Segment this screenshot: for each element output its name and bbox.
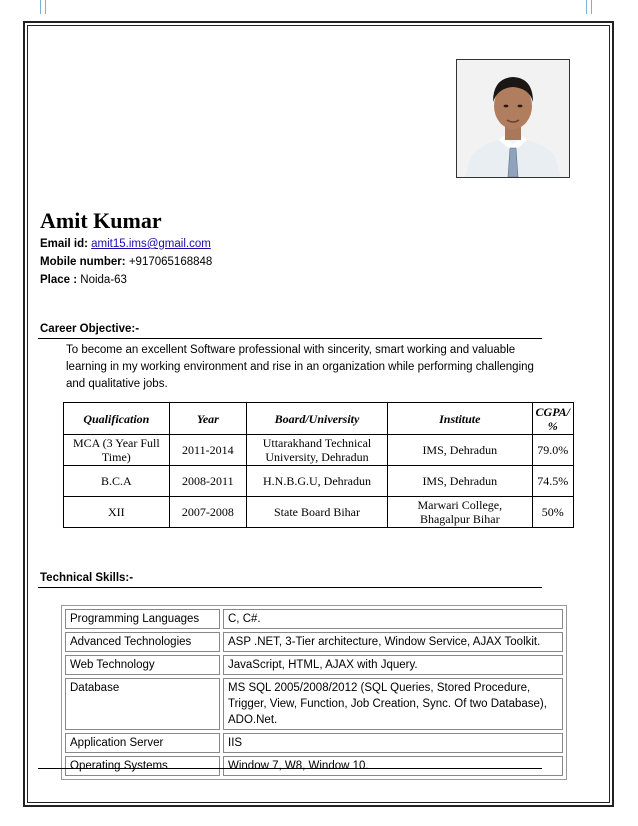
skills-row	[65, 632, 563, 652]
skill-category: Advanced Technologies	[65, 632, 220, 652]
skills-row	[65, 733, 563, 753]
education-cell: 79.0%	[532, 435, 573, 466]
skill-value: MS SQL 2005/2008/2012 (SQL Queries, Stored Procedure, Trigger, View, Function, Job Creation, Sync. Of two Database), ADO.Net.	[223, 678, 563, 730]
education-cell: 74.5%	[532, 466, 573, 497]
skill-value: ASP .NET, 3-Tier architecture, Window Service, AJAX Toolkit.	[223, 632, 563, 652]
skill-value: IIS	[223, 733, 563, 753]
education-header-cell: Qualification	[64, 403, 170, 435]
skill-value: JavaScript, HTML, AJAX with Jquery.	[223, 655, 563, 675]
education-header-row	[64, 403, 574, 435]
education-cell: State Board Bihar	[246, 497, 387, 528]
education-cell: H.N.B.G.U, Dehradun	[246, 466, 387, 497]
education-row	[64, 435, 574, 466]
footer-divider	[38, 768, 542, 769]
skill-category: Operating Systems	[65, 756, 220, 776]
skill-value: C, C#.	[223, 609, 563, 629]
career-divider	[38, 338, 542, 339]
skills-table	[61, 605, 567, 780]
career-objective-title: Career Objective:-	[40, 323, 140, 335]
education-cell: Marwari College, Bhagalpur Bihar	[388, 497, 533, 528]
career-objective-text: To become an excellent Software professional with sincerity, smart working and valuable learning in my working environment and rise in an organization while performing challenging and qualitative jobs.	[66, 344, 534, 390]
education-cell: IMS, Dehradun	[388, 466, 533, 497]
education-cell: 50%	[532, 497, 573, 528]
place-line	[40, 274, 127, 286]
education-header-cell: Board/University	[246, 403, 387, 435]
education-header-cell: Year	[169, 403, 246, 435]
place-label: Place :	[40, 274, 78, 286]
education-cell: B.C.A	[64, 466, 170, 497]
page-corner-mark	[586, 0, 592, 14]
education-cell: IMS, Dehradun	[388, 435, 533, 466]
education-row	[64, 466, 574, 497]
candidate-name: Amit Kumar	[40, 208, 162, 233]
person-portrait-icon	[457, 60, 569, 177]
profile-photo	[456, 59, 570, 178]
skill-category: Programming Languages	[65, 609, 220, 629]
education-row	[64, 497, 574, 528]
mobile-label: Mobile number:	[40, 256, 126, 268]
page-corner-mark	[40, 0, 46, 14]
education-cell: 2007-2008	[169, 497, 246, 528]
email-line	[40, 238, 211, 250]
education-cell: Uttarakhand Technical University, Dehradun	[246, 435, 387, 466]
skill-category: Database	[65, 678, 220, 730]
education-header-cell: CGPA/ %	[532, 403, 573, 435]
education-cell: 2011-2014	[169, 435, 246, 466]
skills-row	[65, 756, 563, 776]
email-link[interactable]: amit15.ims@gmail.com	[91, 238, 211, 250]
education-header-cell: Institute	[388, 403, 533, 435]
education-cell: MCA (3 Year Full Time)	[64, 435, 170, 466]
skills-row	[65, 655, 563, 675]
place-value: Noida-63	[80, 274, 127, 286]
education-table	[63, 402, 574, 528]
skill-value: Window 7, W8, Window 10.	[223, 756, 563, 776]
education-cell: XII	[64, 497, 170, 528]
skills-row	[65, 609, 563, 629]
skill-category: Web Technology	[65, 655, 220, 675]
email-label: Email id:	[40, 238, 88, 250]
skills-divider	[38, 587, 542, 588]
technical-skills-title: Technical Skills:-	[40, 572, 134, 584]
mobile-number: +917065168848	[128, 256, 213, 268]
education-cell: 2008-2011	[169, 466, 246, 497]
mobile-line	[40, 256, 212, 268]
skills-row	[65, 678, 563, 730]
skill-category: Application Server	[65, 733, 220, 753]
